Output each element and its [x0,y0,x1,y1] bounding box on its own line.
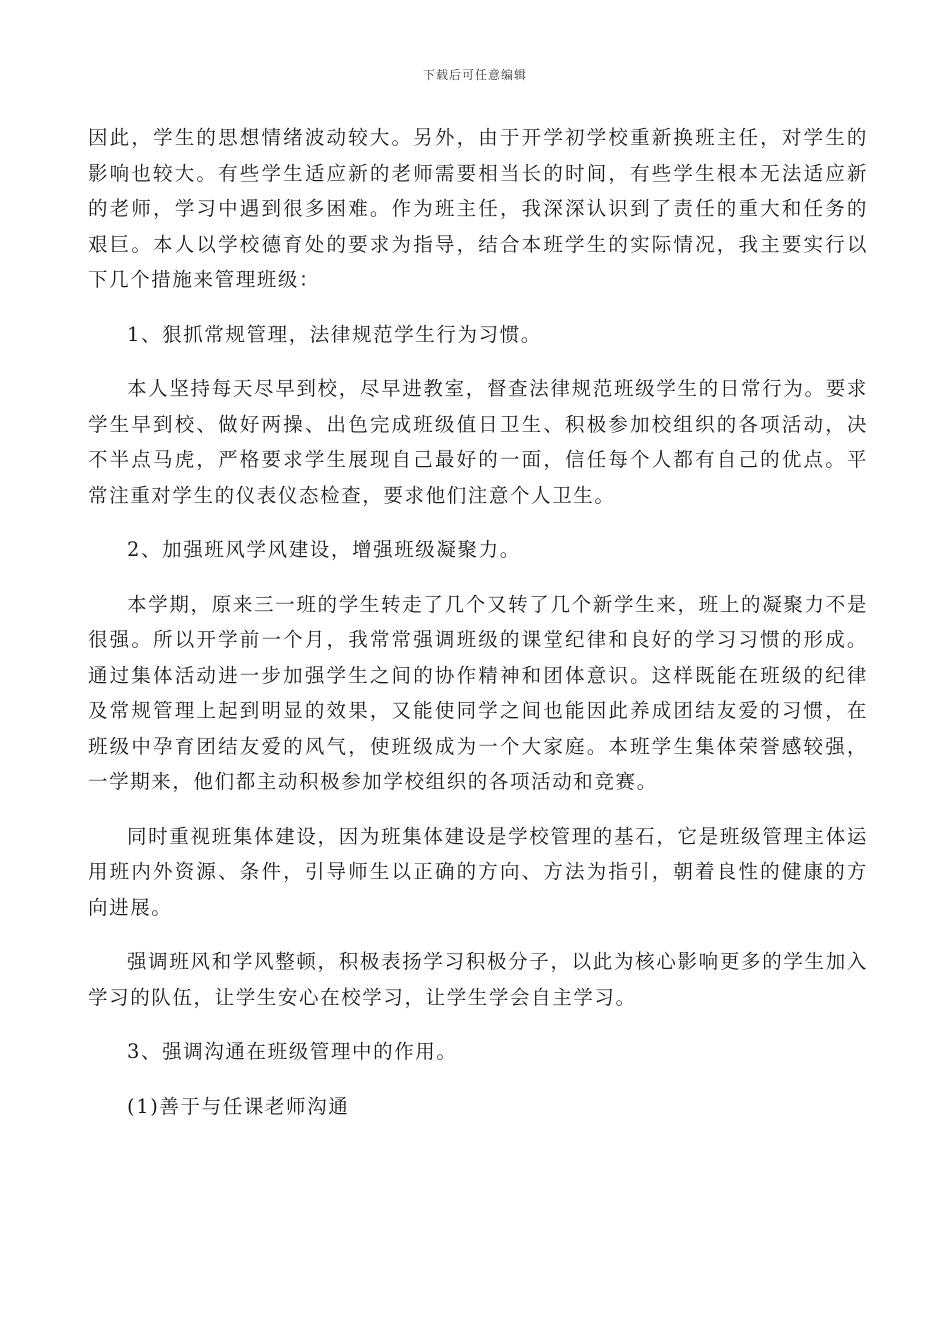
paragraph-intro-continuation: 因此，学生的思想情绪波动较大。另外，由于开学初学校重新换班主任，对学生的影响也较大。有些学生适应新的老师需要相当长的时间，有些学生根本无法适应新的老师，学习中遇到很多困难。作为班主任，我深深认识到了责任的重大和任务的艰巨。本人以学校德育处的要求为指导，结合本班学生的实际情况，我主要实行以下几个措施来管理班级： [88,126,868,291]
heading-communication: 3、强调沟通在班级管理中的作用。 [127,1040,458,1063]
heading-class-spirit: 2、加强班风学风建设，增强班级凝聚力。 [127,538,521,561]
subheading-teacher-communication: (1)善于与任课老师沟通 [127,1094,350,1118]
paragraph-study-style: 强调班风和学风整顿，积极表扬学习积极分子，以此为核心影响更多的学生加入学习的队伍，让学生安心在校学习，让学生学会自主学习。 [88,950,868,1009]
heading-routine-management: 1、狠抓常规管理，法律规范学生行为习惯。 [127,322,542,346]
paragraph-class-spirit: 本学期，原来三一班的学生转走了几个又转了几个新学生来，班上的凝聚力不是很强。所以开学前一个月，我常常强调班级的课堂纪律和良好的学习习惯的形成。通过集体活动进一步加强学生之间的协作精神和团体意识。这样既能在班级的纪律及常规管理上起到明显的效果，又能使同学之间也能因此养成团结友爱的习惯，在班级中孕育团结友爱的风气，使班级成为一个大家庭。本班学生集体荣誉感较强，一学期来，他们都主动积极参加学校组织的各项活动和竞赛。 [88,592,868,793]
paragraph-collective-building: 同时重视班集体建设，因为班集体建设是学校管理的基石，它是班级管理主体运用班内外资源、条件，引导师生以正确的方向、方法为指引，朝着良性的健康的方向进展。 [88,824,868,919]
header-note: 下载后可任意编辑 [422,68,527,82]
document-body [88,120,868,1124]
paragraph-routine-management: 本人坚持每天尽早到校，尽早进教室，督查法律规范班级学生的日常行为。要求学生早到校、做好两操、出色完成班级值日卫生、积极参加校组织的各项活动，决不半点马虎，严格要求学生展现自己最好的一面，信任每个人都有自己的优点。平常注重对学生的仪表仪态检查，要求他们注意个人卫生。 [88,377,868,507]
